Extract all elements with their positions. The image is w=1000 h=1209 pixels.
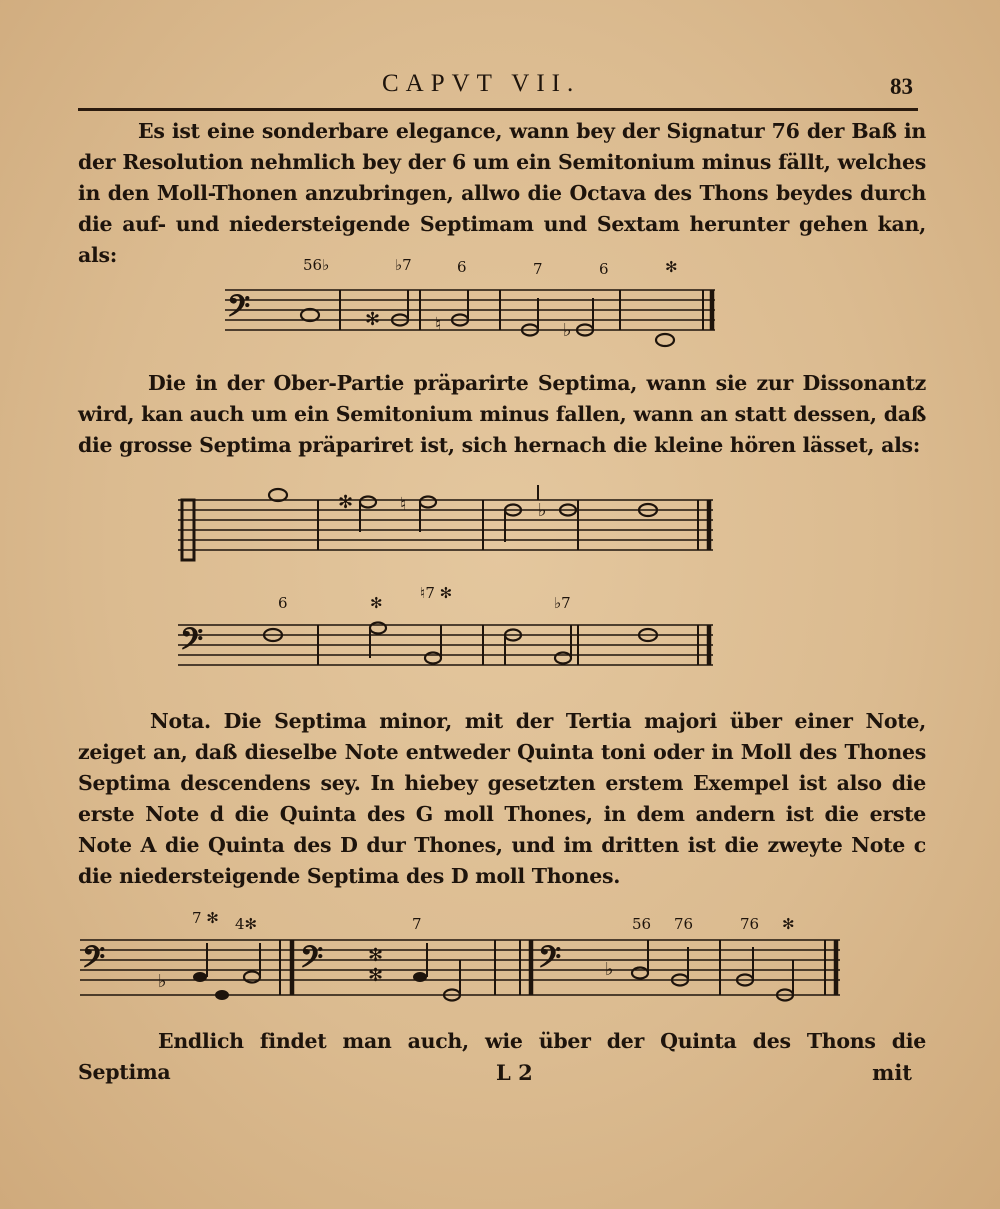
signature-mark: L 2 bbox=[496, 1060, 533, 1085]
figure: 56 bbox=[632, 915, 652, 933]
figure: 4✻ bbox=[235, 915, 258, 933]
header-rule bbox=[78, 108, 918, 111]
paragraph-2: Die in der Ober-Partie präparirte Septima, wann sie zur Dissonantz wird, kan auch um ein Semitonium minus fallen, wann an statt dessen, daß die grosse Septima präpariret ist, sich hernach die kleine hören lässet, als: bbox=[78, 371, 926, 457]
figure: ✻ bbox=[782, 915, 795, 933]
natural-icon: ♮ bbox=[400, 494, 407, 515]
paragraph-nota: Nota. Die Septima minor, mit der Tertia majori über einer Note, zeiget an, daß dieselbe Note entweder Quinta toni oder in Moll des Thones Septima descendens sey. In hiebey gesetzten erstem Exempel ist also die erste Note d die Quinta des G moll Thones, in dem andern ist die erste Note A die Quinta des D dur Thones, und im dritten ist die zweyte Note c die niedersteigende Septima des D moll Thones. bbox=[78, 709, 926, 888]
figure: ✻ bbox=[665, 258, 678, 276]
bass-clef-icon: 𝄢 bbox=[300, 940, 324, 982]
page-number: 83 bbox=[890, 74, 913, 99]
figure: 76 bbox=[740, 915, 760, 933]
figure: 6 bbox=[278, 594, 288, 612]
figured-bass-figures bbox=[303, 256, 678, 278]
bass-figures bbox=[278, 584, 571, 612]
flat-icon: ♭ bbox=[158, 971, 167, 992]
whole-note bbox=[656, 334, 674, 346]
music-example-3 bbox=[80, 895, 850, 1015]
lower-staff bbox=[178, 625, 713, 665]
figure: 7 bbox=[412, 915, 422, 933]
staff-lines bbox=[225, 290, 715, 330]
figure: 56♭ bbox=[303, 256, 330, 274]
bass-clef-icon: 𝄢 bbox=[227, 289, 251, 331]
flat-icon: ♭ bbox=[605, 959, 614, 980]
catchword: mit bbox=[872, 1060, 912, 1085]
sharp-icon: ✻ bbox=[338, 492, 354, 513]
running-head: CAPVT VII. bbox=[382, 70, 581, 97]
sharp-icon: ✻ bbox=[368, 965, 384, 986]
figure: 6 bbox=[457, 258, 467, 276]
music-example-1 bbox=[225, 250, 725, 350]
figure: 76 bbox=[674, 915, 694, 933]
page-footer bbox=[78, 1060, 926, 1090]
figure: ♭7 bbox=[554, 594, 571, 612]
figure: 6 bbox=[599, 260, 609, 278]
sharp-icon: ✻ bbox=[368, 945, 384, 966]
figure: ✻ bbox=[370, 594, 383, 612]
figured-bass-figures bbox=[192, 909, 795, 933]
bass-clef-icon: 𝄢 bbox=[180, 622, 204, 664]
figure: ♭7 bbox=[395, 256, 412, 274]
figure: 7 bbox=[533, 260, 543, 278]
upper-staff bbox=[178, 500, 713, 550]
figure: ♮7 ✻ bbox=[420, 584, 453, 602]
bass-clef-icon: 𝄢 bbox=[538, 940, 562, 982]
flat-icon: ♭ bbox=[538, 500, 547, 521]
bass-clef-icon: 𝄢 bbox=[82, 940, 106, 982]
music-example-2 bbox=[178, 480, 738, 700]
paragraph-4: Endlich findet man auch, wie über der Quinta des Thons die Septima bbox=[78, 1029, 926, 1084]
paragraph-1: Es ist eine sonderbare elegance, wann bey der Signatur 76 der Baß in der Resolution nehmlich bey der 6 um ein Semitonium minus fällt, welches in den Moll-Thonen anzubringen, allwo die Octava des Thons beydes durch die auf- und niedersteigende Septimam und Sextam herunter gehen kan, als: bbox=[78, 119, 926, 267]
sharp-icon: ✻ bbox=[365, 309, 381, 330]
flat-icon: ♭ bbox=[563, 320, 572, 341]
figure: 7 ✻ bbox=[192, 909, 219, 927]
page-header bbox=[0, 62, 1000, 102]
natural-icon: ♮ bbox=[435, 314, 442, 335]
